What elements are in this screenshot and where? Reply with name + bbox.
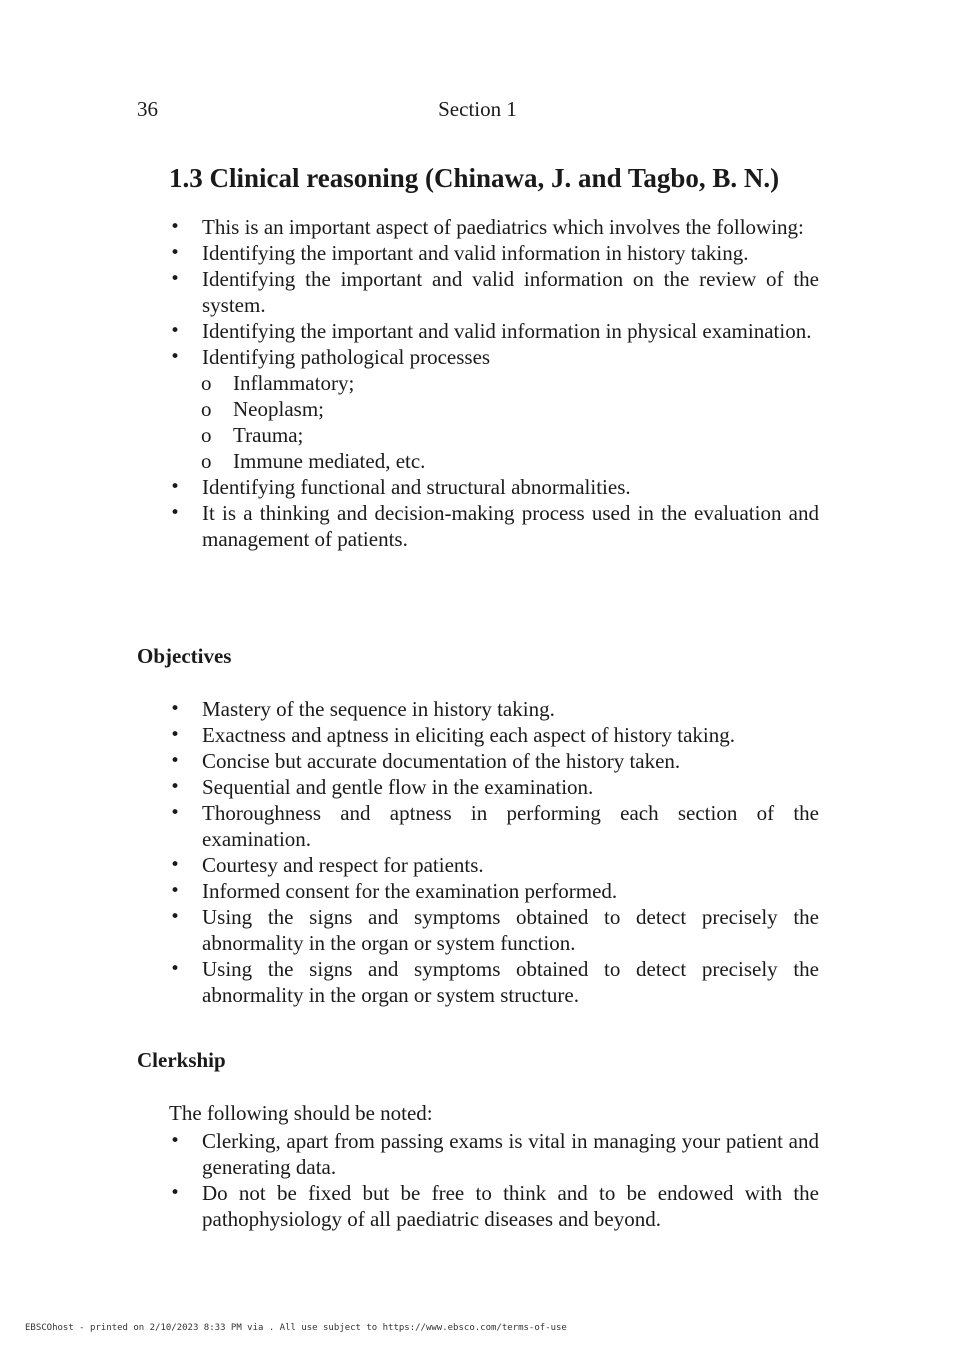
list-item: • Informed consent for the examination performed.: [169, 878, 819, 904]
list-item: • It is a thinking and decision-making process used in the evaluation and management of patients.: [169, 500, 819, 552]
list-item: • Mastery of the sequence in history taking.: [169, 696, 819, 722]
list-item-text: Identifying pathological processes: [202, 345, 491, 369]
list-item: • Identifying the important and valid information in history taking.: [169, 240, 819, 266]
running-head: Section 1: [438, 97, 517, 121]
clerkship-intro: The following should be noted:: [169, 1101, 433, 1125]
objectives-list: [169, 696, 819, 1008]
list-item: • Identifying the important and valid information in physical examination.: [169, 318, 819, 344]
page-number: 36: [137, 97, 158, 121]
pathological-processes-sublist: [201, 370, 819, 474]
section-title: 1.3 Clinical reasoning (Chinawa, J. and Tagbo, B. N.): [169, 163, 780, 193]
sub-list-item: o Trauma;: [201, 422, 819, 448]
list-item: • Clerking, apart from passing exams is vital in managing your patient and generating data.: [169, 1128, 819, 1180]
list-item: • This is an important aspect of paediatrics which involves the following:: [169, 214, 819, 240]
list-item: • Do not be fixed but be free to think and to be endowed with the pathophysiology of all paediatric diseases and beyond.: [169, 1180, 819, 1232]
sub-list-item: o Neoplasm;: [201, 396, 819, 422]
sub-list-item: o Immune mediated, etc.: [201, 448, 819, 474]
list-item: • Concise but accurate documentation of the history taken.: [169, 748, 819, 774]
print-footer: EBSCOhost - printed on 2/10/2023 8:33 PM via . All use subject to https://www.ebsco.com/terms-of-use: [25, 1323, 567, 1333]
list-item: • Sequential and gentle flow in the examination.: [169, 774, 819, 800]
list-item: • Exactness and aptness in eliciting each aspect of history taking.: [169, 722, 819, 748]
clerkship-heading: Clerkship: [137, 1048, 226, 1072]
list-item: • Using the signs and symptoms obtained to detect precisely the abnormality in the organ or system function.: [169, 904, 819, 956]
intro-bullet-list: [169, 214, 819, 552]
list-item-with-sublist: [169, 344, 819, 474]
objectives-heading: Objectives: [137, 644, 232, 668]
clerkship-list: [169, 1128, 819, 1232]
list-item: • Thoroughness and aptness in performing each section of the examination.: [169, 800, 819, 852]
list-item: • Using the signs and symptoms obtained to detect precisely the abnormality in the organ or system structure.: [169, 956, 819, 1008]
list-item: • Courtesy and respect for patients.: [169, 852, 819, 878]
sub-list-item: o Inflammatory;: [201, 370, 819, 396]
list-item: • Identifying functional and structural abnormalities.: [169, 474, 819, 500]
list-item: • Identifying the important and valid information on the review of the system.: [169, 266, 819, 318]
